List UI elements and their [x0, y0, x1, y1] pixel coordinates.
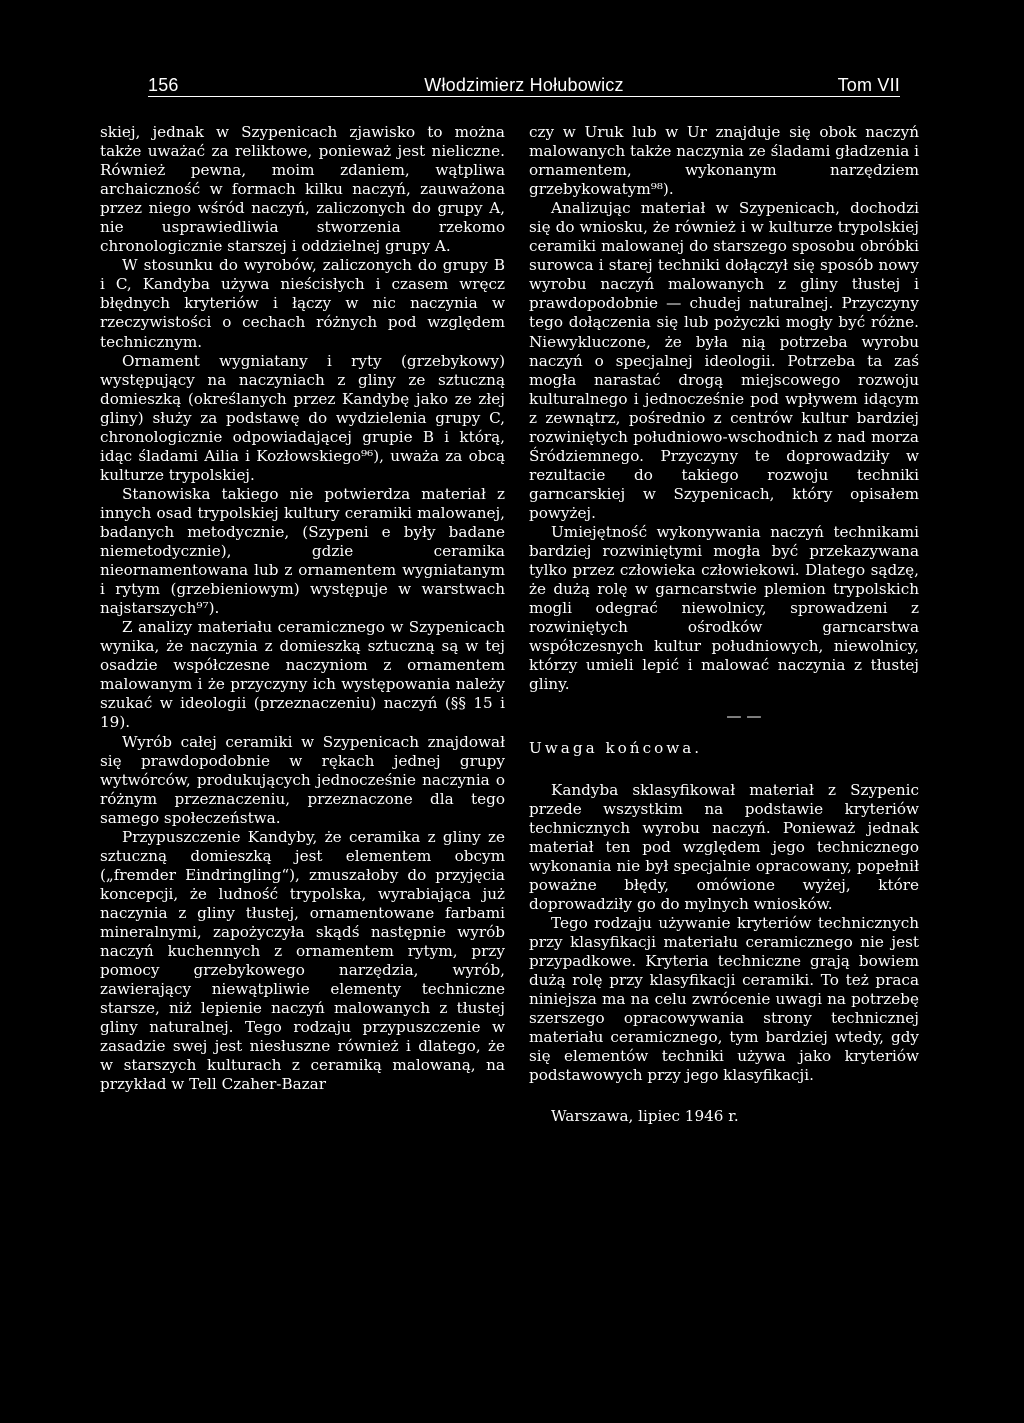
section-heading: Uwaga końcowa.	[529, 739, 703, 758]
paragraph: W stosunku do wyrobów, zaliczonych do grupy B i C, Kandyba używa nieścisłych i czasem wręcz błędnych kryteriów i łączy w nic naczynia w rzeczywistości o cechach różnych pod względem technicznym.	[100, 256, 505, 351]
left-column	[100, 123, 505, 1094]
spacer	[529, 694, 919, 707]
paragraph: czy w Uruk lub w Ur znajduje się obok naczyń malowanych także naczynia ze śladami gładzenia i ornamentem, wykonanym narzędziem grzebykowatym⁹⁸).	[529, 123, 919, 199]
section-separator: — —	[726, 707, 762, 726]
spacer	[529, 1085, 919, 1107]
header-rule	[148, 96, 900, 97]
paragraph: Przypuszczenie Kandyby, że ceramika z gliny ze sztuczną domieszką jest elementem obcym („fremder Eindringling“), zmuszałoby do przyjęcia koncepcji, że ludność trypolska, wyrabiająca już naczynia z gliny tłustej, ornamentowane farbami mineralnymi, zapożyczyła skądś następnie wyrób naczyń kuchennych z ornamentem rytym, przy pomocy grzebykowego narzędzia, wyrób, zawierający niewątpliwie elementy techniczne starsze, niż lepienie naczyń malowanych z tłustej gliny naturalnej. Tego rodzaju przypuszczenie w zasadzie swej jest niesłuszne również i dlatego, że w starszych kulturach z ceramiką malowaną, na przykład w Tell Czaher-Bazar	[100, 827, 505, 1094]
right-column	[529, 123, 919, 1126]
paragraph: Ornament wygniatany i ryty (grzebykowy) występujący na naczyniach z gliny ze sztuczną domieszką (określanych przez Kandybę jako ze złej gliny) służy za podstawę do wydzielenia grupy C, chronologicznie odpowiadającej grupie B i którą, idąc śladami Ailia i Kozłowskiego⁹⁶), uważa za obcą kulturze trypolskiej.	[100, 351, 505, 484]
running-header	[148, 74, 900, 98]
paragraph: Tego rodzaju używanie kryteriów technicznych przy klasyfikacji materiału ceramicznego nie jest przypadkowe. Kryteria techniczne grają bowiem dużą rolę przy klasyfikacji ceramiki. To też praca niniejsza ma na celu zwrócenie uwagi na potrzebę szerszego opracowywania strony technicznej materiału ceramicznego, tym bardziej wtedy, gdy się elementów techniki używa jako kryteriów podstawowych przy jego klasyfikacji.	[529, 913, 919, 1085]
page-number: 156	[148, 75, 179, 95]
volume-label: Tom VII	[837, 75, 900, 95]
spacer	[529, 759, 919, 781]
paragraph: Wyrób całej ceramiki w Szypenicach znajdował się prawdopodobnie w rękach jednej grupy wytwórców, produkujących jednocześnie naczynia o różnym przeznaczeniu, przeznaczone dla tego samego społeczeństwa.	[100, 732, 505, 827]
paragraph: skiej, jednak w Szypenicach zjawisko to można także uważać za reliktowe, ponieważ jest nieliczne. Również pewna, moim zdaniem, wątpliwa archaiczność w formach kilku naczyń, zauważona przez niego wśród naczyń, zaliczonych do grupy A, nie usprawiedliwia stworzenia rzekomo chronologicznie starszej i oddzielnej grupy A.	[100, 123, 505, 256]
paragraph: Analizując materiał w Szypenicach, dochodzi się do wniosku, że również i w kulturze trypolskiej ceramiki malowanej do starszego sposobu obróbki surowca i starej techniki dołączył się sposób nowy wyrobu naczyń malowanych z gliny tłustej i prawdopodobnie — chudej naturalnej. Przyczyny tego dołączenia się lub pożyczki mogły być różne. Niewykluczone, że była nią potrzeba wyrobu naczyń o specjalnej ideologii. Potrzeba ta zaś mogła narastać drogą miejscowego rozwoju kulturalnego i jednocześnie pod wpływem idącym z zewnątrz, pośrednio z centrów kultur bardziej rozwiniętych południowo-wschodnich z nad morza Śródziemnego. Przyczyny te doprowadziły w rezultacie do takiego rozwoju techniki garncarskiej w Szypenicach, który opisałem powyżej.	[529, 199, 919, 522]
author-name: Włodzimierz Hołubowicz	[424, 75, 624, 95]
paragraph: Kandyba sklasyfikował materiał z Szypenic przede wszystkim na podstawie kryteriów technicznych wyrobu naczyń. Ponieważ jednak materiał ten pod względem jego technicznego wykonania nie był specjalnie opracowany, popełnił poważne błędy, omówione wyżej, które doprowadziły go do mylnych wniosków.	[529, 780, 919, 913]
paragraph: Umiejętność wykonywania naczyń technikami bardziej rozwiniętymi mogła być przekazywana tylko przez człowieka człowiekowi. Dlatego sądzę, że dużą rolę w garncarstwie plemion trypolskich mogli odegrać niewolnicy, sprowadzeni z rozwiniętych ośrodków garncarstwa współczesnych kultur południowych, niewolnicy, którzy umieli lepić i malować naczynia z tłustej gliny.	[529, 522, 919, 694]
paragraph: Z analizy materiału ceramicznego w Szypenicach wynika, że naczynia z domieszką sztuczną są w tej osadzie współczesne naczyniom z ornamentem malowanym i że przyczyny ich występowania należy szukać w ideologii (przeznaczeniu) naczyń (§§ 15 i 19).	[100, 618, 505, 732]
paragraph: Stanowiska takiego nie potwierdza materiał z innych osad trypolskiej kultury ceramiki malowanej, badanych metodycznie, (Szypeni e były badane niemetodycznie), gdzie ceramika nieornamentowana lub z ornamentem wygniatanym i rytym (grzebieniowym) występuje w warstwach najstarszych⁹⁷).	[100, 484, 505, 618]
signature-line: Warszawa, lipiec 1946 r.	[551, 1107, 739, 1126]
spacer	[529, 726, 919, 739]
